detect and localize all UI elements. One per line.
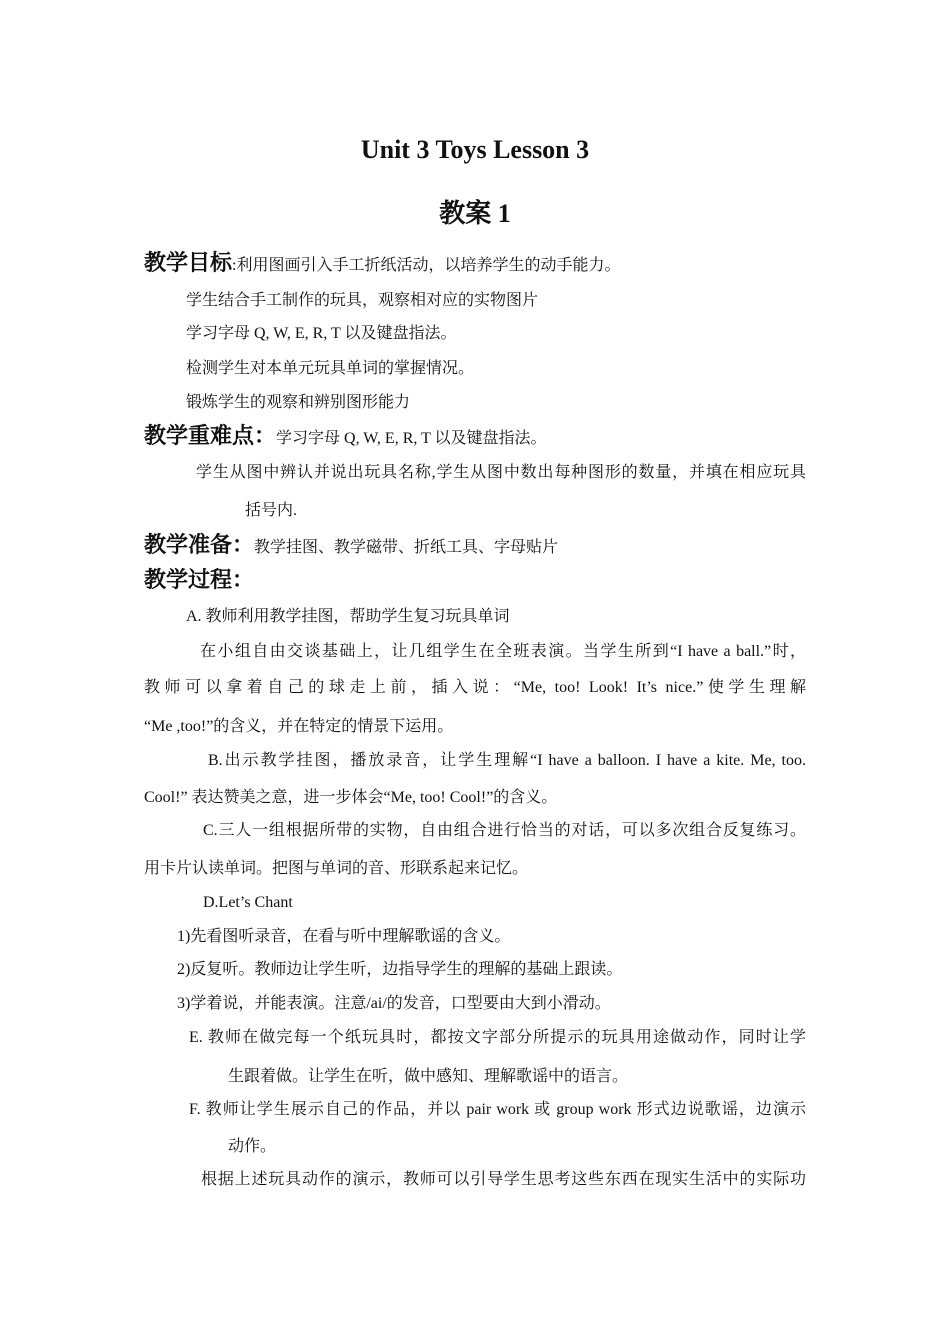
process-paragraph: 用卡片认读单词。把图与单词的音、形联系起来记忆。	[144, 860, 529, 877]
process-paragraph: “Me ,too!”的含义，并在特定的情景下运用。	[144, 718, 454, 735]
process-step-a: A. 教师利用教学挂图，帮助学生复习玩具单词	[186, 608, 510, 625]
objectives-label: 教学目标	[144, 250, 233, 275]
process-step-d: D.Let’s Chant	[203, 894, 293, 911]
document-subtitle: 教案 1	[439, 199, 511, 228]
process-paragraph: 动作。	[228, 1138, 277, 1155]
process-row	[144, 569, 254, 594]
process-step-c: C.三人一组根据所带的实物，自由组合进行恰当的对话，可以多次组合反复练习。	[203, 822, 806, 839]
preparation-row	[144, 534, 558, 559]
objectives-row	[144, 252, 620, 277]
document-title: Unit 3 Toys Lesson 3	[360, 135, 590, 164]
key-points-line: 括号内.	[245, 502, 298, 519]
objective-item: 检测学生对本单元玩具单词的掌握情况。	[186, 360, 475, 377]
objectives-intro: :利用图画引入手工折纸活动，以培养学生的动手能力。	[232, 257, 621, 274]
chant-step: 2)反复听。教师边让学生听，边指导学生的理解的基础上跟读。	[177, 961, 623, 978]
chant-step: 3)学着说，并能表演。注意/ai/的发音，口型要由大到小滑动。	[177, 995, 611, 1012]
process-step-b: B.出示教学挂图，播放录音，让学生理解“I have a balloon. I have a kite. Me, too.	[208, 752, 806, 769]
preparation-label: 教学准备：	[144, 532, 255, 557]
process-step-f: F. 教师让学生展示自己的作品，并以 pair work 或 group work 形式边说歌谣，边演示	[189, 1101, 806, 1118]
process-paragraph: Cool!” 表达赞美之意，进一步体会“Me, too! Cool!”的含义。	[144, 789, 558, 806]
process-step-e: E. 教师在做完每一个纸玩具时，都按文字部分所提示的玩具用途做动作，同时让学	[189, 1029, 806, 1046]
process-paragraph: 教师可以拿着自己的球走上前，插入说：“Me, too! Look! It’s nice.”使学生理解	[144, 679, 806, 696]
process-paragraph: 根据上述玩具动作的演示，教师可以引导学生思考这些东西在现实生活中的实际功	[201, 1171, 806, 1188]
preparation-text: 教学挂图、教学磁带、折纸工具、字母贴片	[254, 539, 559, 556]
objective-item: 学习字母 Q, W, E, R, T 以及键盘指法。	[186, 325, 457, 342]
key-points-label: 教学重难点：	[144, 423, 277, 448]
key-points-row	[144, 425, 547, 450]
process-label: 教学过程：	[144, 567, 255, 592]
objective-item: 锻炼学生的观察和辨别图形能力	[186, 394, 411, 411]
chant-step: 1)先看图听录音，在看与听中理解歌谣的含义。	[177, 928, 511, 945]
objective-item: 学生结合手工制作的玩具，观察相对应的实物图片	[186, 292, 539, 309]
key-points-line: 学生从图中辨认并说出玩具名称,学生从图中数出每种图形的数量，并填在相应玩具	[196, 464, 806, 481]
process-paragraph: 生跟着做。让学生在听，做中感知、理解歌谣中的语言。	[228, 1068, 629, 1085]
process-paragraph: 在小组自由交谈基础上，让几组学生在全班表演。当学生所到“I have a ball.”时，	[200, 643, 806, 660]
key-points-text: 学习字母 Q, W, E, R, T 以及键盘指法。	[276, 430, 547, 447]
